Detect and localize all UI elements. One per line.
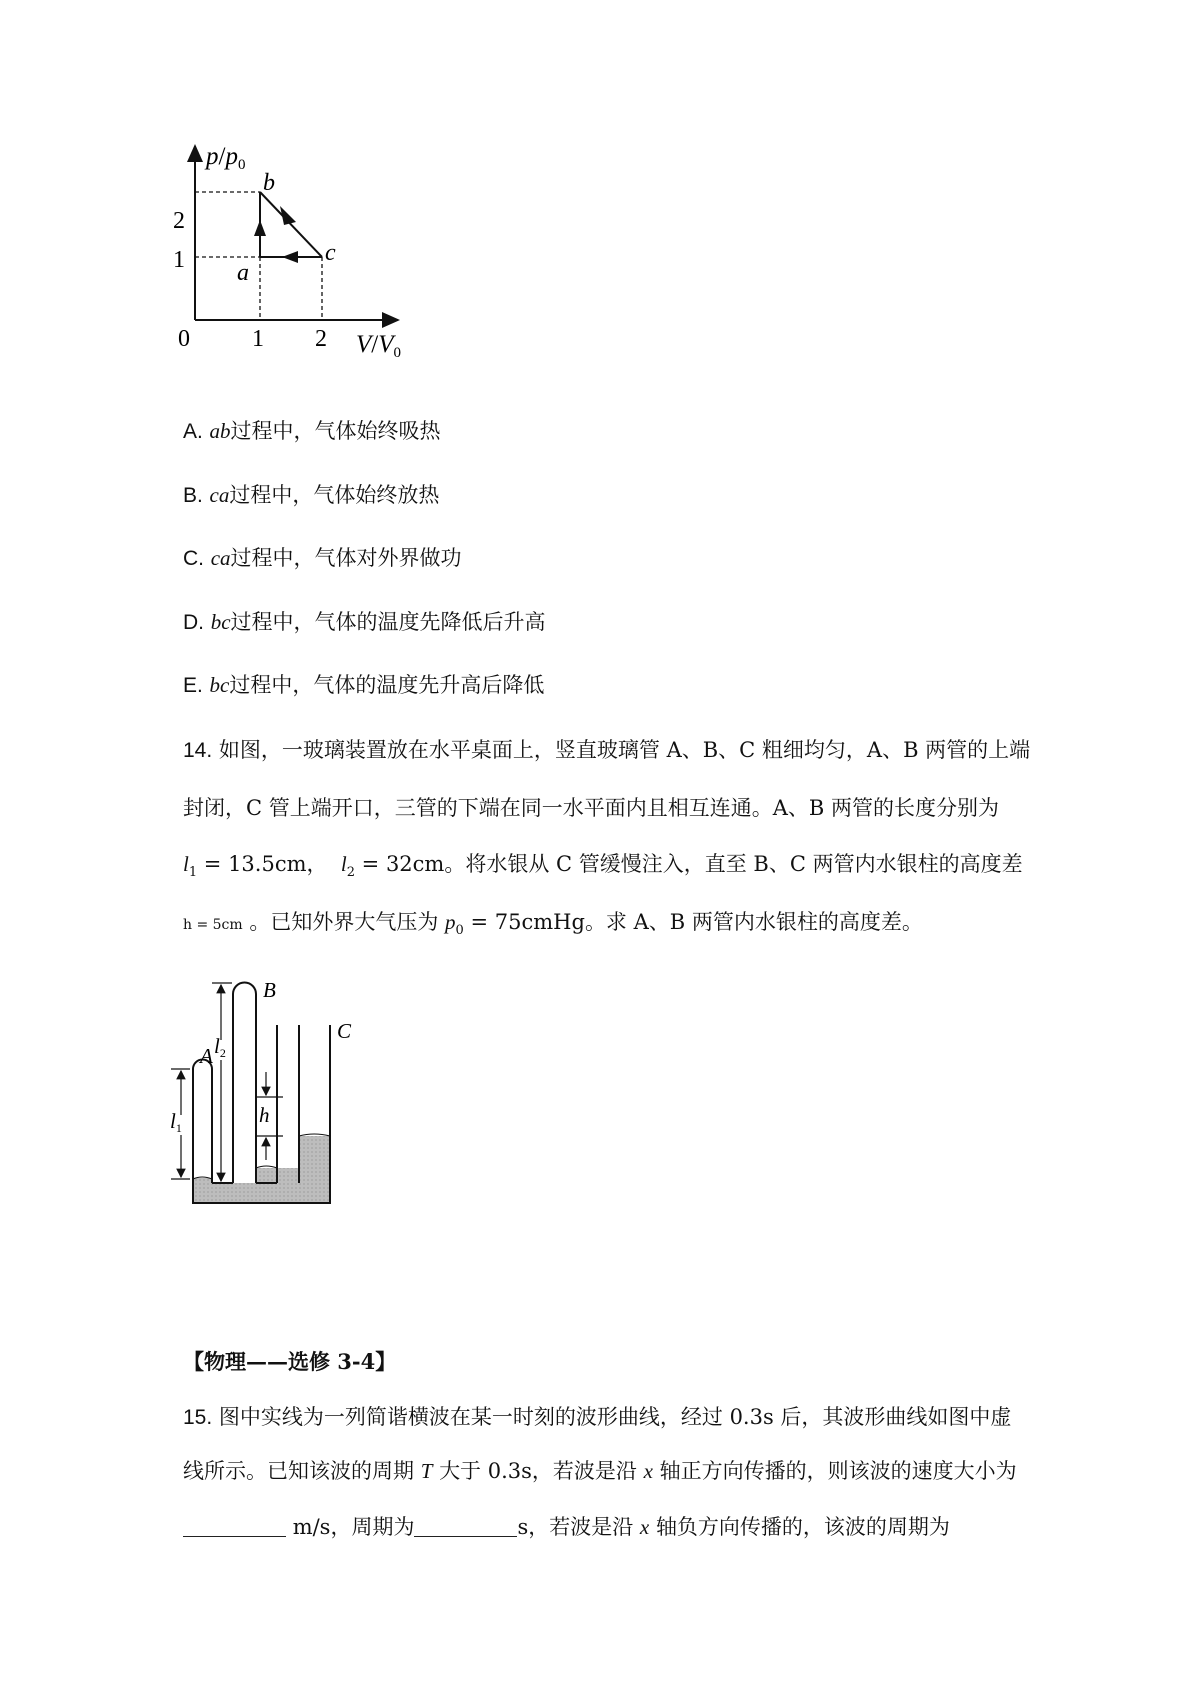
q14-line-1: 14. 如图，一玻璃装置放在水平桌面上，竖直玻璃管 A、B、C 粗细均匀，A、B 两管的上端 [183,738,1031,762]
x-tick-1: 1 [252,326,264,352]
option-e[interactable]: E. bc过程中，气体的温度先升高后降低 [183,673,545,697]
tube-b [233,983,256,1184]
label-c: C [337,1019,352,1043]
answer-blank-speed[interactable] [183,1516,286,1537]
y-axis-label: $p/p_0$ [206,143,246,173]
label-b: B [263,978,276,1002]
label-l2: l2 [214,1034,226,1060]
answer-blank-period[interactable] [414,1516,517,1537]
q14-line-4: h = 5cm 。已知外界大气压为 $p_0$ = 75cmHg。求 A、B 两管内水银柱的高度差。 [183,910,923,938]
q14-line-2: 封闭，C 管上端开口，三管的下端在同一水平面内且相互连通。A、B 两管的长度分别为 [183,796,1000,820]
x-tick-2: 2 [315,326,327,352]
section-title: 【物理——选修 3-4】 [183,1349,397,1374]
option-b[interactable]: B. ca过程中，气体始终放热 [183,483,440,507]
label-a: A [200,1044,213,1068]
q15-line-3: m/s，周期为 s，若波是沿 x 轴负方向传播的，该波的周期为 [183,1512,950,1542]
label-h: h [259,1103,270,1127]
y-tick-2: 2 [173,208,185,234]
option-c[interactable]: C. ca过程中，气体对外界做功 [183,546,462,570]
point-c-label: c [325,240,336,266]
q14-number: 14. [183,739,213,762]
label-l1: l1 [170,1109,182,1135]
point-b-label: b [263,170,275,196]
tube-diagram [170,950,370,1280]
y-tick-1: 1 [173,247,185,273]
q15-line-2: 线所示。已知该波的周期 T 大于 0.3s，若波是沿 x 轴正方向传播的，则该波的速度大小为 [183,1459,1017,1483]
x-axis-label: $V/V_0$ [356,331,402,361]
q15-number: 15. [183,1406,213,1429]
q15-line-1: 15. 图中实线为一列简谐横波在某一时刻的波形曲线，经过 0.3s 后，其波形曲线如图中虚 [183,1405,1012,1429]
option-d[interactable]: D. bc过程中，气体的温度先降低后升高 [183,610,546,634]
option-a[interactable]: A. ab过程中，气体始终吸热 [183,419,441,443]
origin-label: 0 [178,326,190,352]
tube-c [277,1025,299,1183]
pv-diagram [170,140,470,390]
point-a-label: a [237,260,249,286]
process-bc [260,192,322,257]
q14-line-3: $l_1 = 13.5cm$， $l_2 = 32cm$。将水银从 C 管缓慢注入，直至 B、C 两管内水银柱的高度差 [183,852,1023,880]
